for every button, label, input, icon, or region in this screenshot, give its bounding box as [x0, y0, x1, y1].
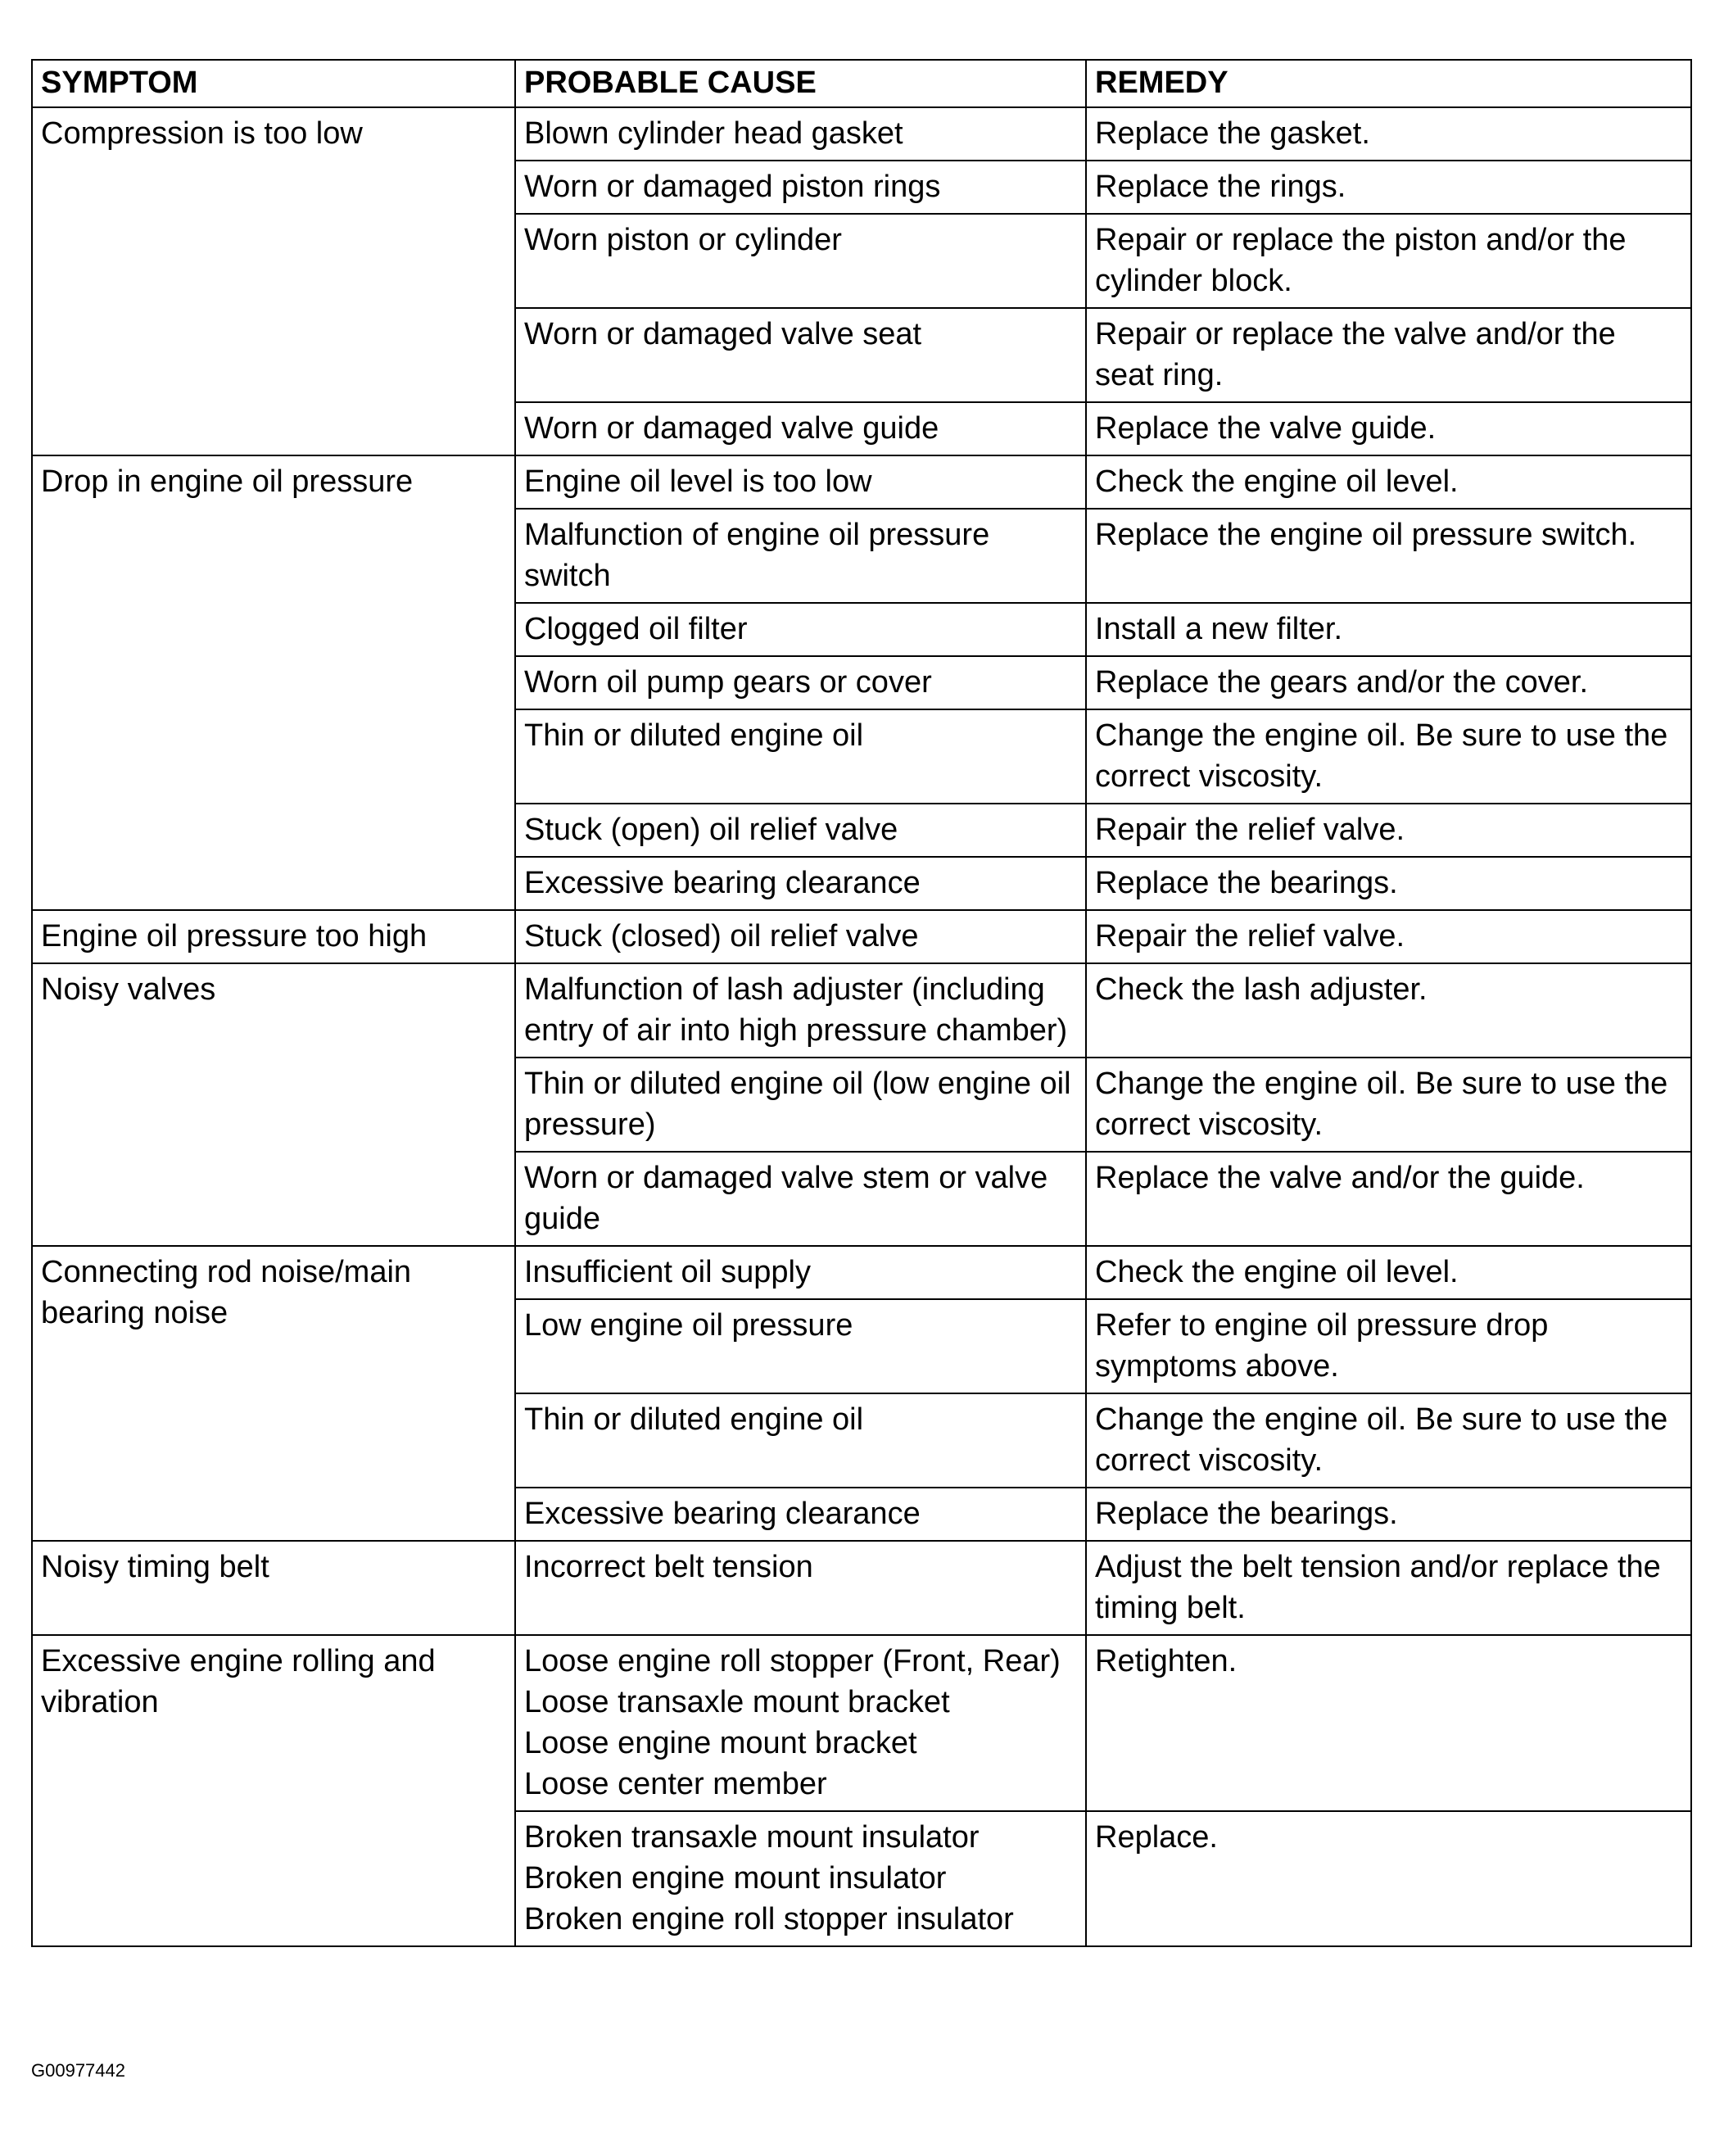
remedy-cell: Replace the valve and/or the guide.: [1086, 1152, 1691, 1246]
remedy-cell: Replace the gasket.: [1086, 107, 1691, 161]
remedy-cell: Retighten.: [1086, 1635, 1691, 1811]
remedy-cell: Refer to engine oil pressure drop symptoms above.: [1086, 1299, 1691, 1393]
cause-cell: Thin or diluted engine oil: [515, 709, 1086, 804]
table-row: [32, 107, 1691, 161]
cause-cell: Low engine oil pressure: [515, 1299, 1086, 1393]
remedy-cell: Check the engine oil level.: [1086, 455, 1691, 509]
remedy-cell: Check the engine oil level.: [1086, 1246, 1691, 1299]
symptom-cell: Noisy timing belt: [32, 1541, 515, 1635]
cause-line: Broken transaxle mount insulator: [524, 1820, 980, 1855]
symptom-cell: Drop in engine oil pressure: [32, 455, 515, 910]
cause-cell: Worn piston or cylinder: [515, 214, 1086, 308]
remedy-cell: Repair the relief valve.: [1086, 910, 1691, 963]
document-id: G00977442: [31, 2060, 125, 2081]
remedy-cell: Repair or replace the piston and/or the cylinder block.: [1086, 214, 1691, 308]
remedy-cell: Replace the bearings.: [1086, 857, 1691, 910]
symptom-cell: Excessive engine rolling and vibration: [32, 1635, 515, 1946]
cause-cell: Engine oil level is too low: [515, 455, 1086, 509]
table-row: [32, 1246, 1691, 1299]
table-header-row: [32, 60, 1691, 107]
table-row: [32, 455, 1691, 509]
cause-cell: Clogged oil filter: [515, 603, 1086, 656]
cause-cell: Stuck (closed) oil relief valve: [515, 910, 1086, 963]
remedy-cell: Change the engine oil. Be sure to use the correct viscosity.: [1086, 1393, 1691, 1488]
troubleshooting-table: [31, 59, 1692, 1947]
symptom-cell: Connecting rod noise/main bearing noise: [32, 1246, 515, 1541]
cause-line: Broken engine mount insulator: [524, 1861, 947, 1896]
table-row: [32, 1635, 1691, 1811]
cause-cell: Stuck (open) oil relief valve: [515, 804, 1086, 857]
cause-cell: [515, 1635, 1086, 1811]
remedy-cell: Repair or replace the valve and/or the seat ring.: [1086, 308, 1691, 402]
cause-cell: Malfunction of engine oil pressure switch: [515, 509, 1086, 603]
table-row: [32, 963, 1691, 1058]
cause-line: Loose engine mount bracket: [524, 1726, 917, 1760]
cause-cell: Malfunction of lash adjuster (including entry of air into high pressure chamber): [515, 963, 1086, 1058]
header-probable-cause: PROBABLE CAUSE: [515, 60, 1086, 107]
cause-line: Loose engine roll stopper (Front, Rear): [524, 1644, 1061, 1678]
remedy-cell: Replace.: [1086, 1811, 1691, 1946]
cause-cell: Excessive bearing clearance: [515, 1488, 1086, 1541]
table-body: [32, 107, 1691, 1946]
cause-cell: Worn or damaged valve seat: [515, 308, 1086, 402]
remedy-cell: Replace the gears and/or the cover.: [1086, 656, 1691, 709]
remedy-cell: Check the lash adjuster.: [1086, 963, 1691, 1058]
cause-line: Loose transaxle mount bracket: [524, 1685, 950, 1719]
cause-cell: Blown cylinder head gasket: [515, 107, 1086, 161]
cause-cell: Worn or damaged valve stem or valve guide: [515, 1152, 1086, 1246]
remedy-cell: Replace the bearings.: [1086, 1488, 1691, 1541]
cause-cell: Insufficient oil supply: [515, 1246, 1086, 1299]
remedy-cell: Adjust the belt tension and/or replace the timing belt.: [1086, 1541, 1691, 1635]
remedy-cell: Replace the engine oil pressure switch.: [1086, 509, 1691, 603]
remedy-cell: Change the engine oil. Be sure to use the correct viscosity.: [1086, 1058, 1691, 1152]
cause-cell: Incorrect belt tension: [515, 1541, 1086, 1635]
header-remedy: REMEDY: [1086, 60, 1691, 107]
remedy-cell: Replace the rings.: [1086, 161, 1691, 214]
table-row: [32, 910, 1691, 963]
cause-line: Loose center member: [524, 1767, 827, 1801]
symptom-cell: Engine oil pressure too high: [32, 910, 515, 963]
header-symptom: SYMPTOM: [32, 60, 515, 107]
cause-cell: Worn or damaged piston rings: [515, 161, 1086, 214]
cause-cell: Excessive bearing clearance: [515, 857, 1086, 910]
remedy-cell: Repair the relief valve.: [1086, 804, 1691, 857]
remedy-cell: Replace the valve guide.: [1086, 402, 1691, 455]
cause-cell: [515, 1811, 1086, 1946]
cause-cell: Thin or diluted engine oil (low engine oil pressure): [515, 1058, 1086, 1152]
table-row: [32, 1541, 1691, 1635]
remedy-cell: Install a new filter.: [1086, 603, 1691, 656]
cause-cell: Thin or diluted engine oil: [515, 1393, 1086, 1488]
cause-cell: Worn or damaged valve guide: [515, 402, 1086, 455]
remedy-cell: Change the engine oil. Be sure to use the correct viscosity.: [1086, 709, 1691, 804]
symptom-cell: Compression is too low: [32, 107, 515, 455]
cause-line: Broken engine roll stopper insulator: [524, 1902, 1014, 1936]
symptom-cell: Noisy valves: [32, 963, 515, 1246]
cause-cell: Worn oil pump gears or cover: [515, 656, 1086, 709]
